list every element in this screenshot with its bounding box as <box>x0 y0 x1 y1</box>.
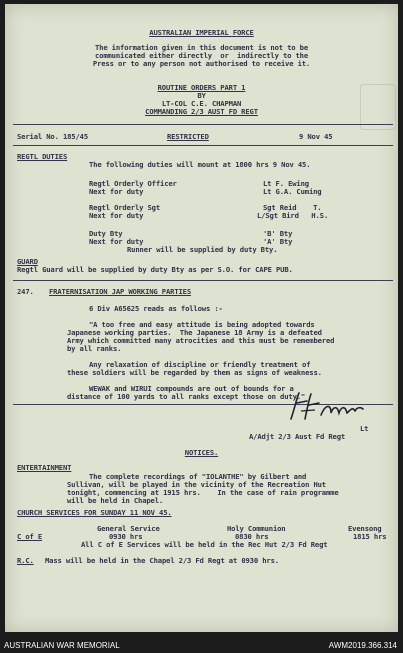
orders-by: BY <box>197 91 206 100</box>
duty-role: Duty Bty <box>89 229 123 238</box>
entertainment-heading: ENTERTAINMENT <box>17 463 72 472</box>
entertainment-line: The complete recordings of "IOLANTHE" by Gilbert and <box>89 472 307 481</box>
divider <box>13 145 393 146</box>
c-of-e-note: All C of E Services will be held in the Rec Hut 2/3 Fd Regt <box>81 540 328 549</box>
signatory-appointment: A/Adjt 2/3 Aust Fd Regt <box>249 432 346 441</box>
entertainment-line: Sullivan, will be played in the vicinity of the Recreation Hut <box>67 480 326 489</box>
command-line: COMMANDING 2/3 AUST FD REGT <box>145 107 258 116</box>
commanding-officer: LT-COL C.E. CHAPMAN <box>161 99 242 108</box>
fraternisation-line: these soldiers will be regarded by them as signs of weakness. <box>67 368 322 377</box>
fraternisation-line: by all ranks. <box>67 344 122 353</box>
fraternisation-line: "A too free and easy attitude is being adopted towards <box>89 320 315 329</box>
service-time: 1815 hrs <box>353 532 387 541</box>
service-time: 0930 hrs <box>109 532 143 541</box>
fraternisation-line: Japanese working parties. The Japanese 18 Army is a defeated <box>67 328 322 337</box>
footer-bar <box>0 638 403 653</box>
divider <box>13 124 393 125</box>
order-date: 9 Nov 45 <box>299 132 333 141</box>
handwritten-signature <box>287 389 367 423</box>
rc-text: Mass will be held in the Chapel 2/3 Fd Regt at 0930 hrs. <box>45 556 279 565</box>
service-time: 0830 hrs <box>235 532 269 541</box>
order-number: 247. <box>17 287 34 296</box>
church-column: Holy Communion <box>227 524 286 533</box>
entertainment-line: tonight, commencing at 1915 hrs. In the case of rain programme <box>67 488 339 497</box>
church-column: Evensong <box>348 524 382 533</box>
fraternisation-line: Any relaxation of discipline or friendly treatment of <box>89 360 311 369</box>
document-page <box>5 4 398 632</box>
classification: RESTRICTED <box>167 132 209 141</box>
warning-line-3: Press or to any person not authorised to receive it. <box>92 59 311 68</box>
duty-name: Sgt Reid T. <box>263 203 322 212</box>
duties-intro: The following duties will mount at 1800 hrs 9 Nov 45. <box>89 160 311 169</box>
warning-line-2: communicated either directly or indirectly to the <box>94 51 309 60</box>
fraternisation-line: distance of 100 yards to all ranks except those on duty." <box>67 392 306 401</box>
duty-role: Regtl Orderly Officer <box>89 179 177 188</box>
warning-line-1: The information given in this document is not to be <box>94 43 309 52</box>
footer-accession-number: AWM2019.366.314 <box>328 641 397 650</box>
fraternisation-line: WEWAK and WIRUI compounds are out of bounds for a <box>89 384 294 393</box>
entertainment-line: will be held in Chapel. <box>67 496 164 505</box>
divider <box>13 280 393 281</box>
document-title: AUSTRALIAN IMPERIAL FORCE <box>149 28 254 37</box>
signatory-rank: Lt <box>360 424 369 433</box>
footer-institution: AUSTRALIAN WAR MEMORIAL <box>4 641 120 650</box>
fraternisation-line: 6 Div A65625 reads as follows :- <box>89 304 223 313</box>
duty-name: 'A' Bty <box>263 237 293 246</box>
duty-role: Next for duty <box>89 187 144 196</box>
rc-label: R.C. <box>17 556 34 565</box>
duty-role: Regtl Orderly Sgt <box>89 203 161 212</box>
notices-heading: NOTICES. <box>184 448 219 457</box>
serial-number: Serial No. 185/45 <box>17 132 89 141</box>
church-column: General Service <box>97 524 160 533</box>
duty-name: 'B' Bty <box>263 229 293 238</box>
duty-role: Next for duty <box>89 237 144 246</box>
duty-name: Lt F. Ewing <box>263 179 309 188</box>
guard-text: Regtl Guard will be supplied by duty Bty as per S.O. for CAPE PUB. <box>17 265 293 274</box>
fraternisation-line: Army which committed many atrocities and this must be remembered <box>67 336 335 345</box>
duty-role: Next for duty <box>89 211 144 220</box>
c-of-e-label: C of E <box>17 532 43 541</box>
fraternisation-heading: FRATERNISATION JAP WORKING PARTIES <box>49 287 192 296</box>
duty-name: L/Sgt Bird H.S. <box>257 211 329 220</box>
church-heading: CHURCH SERVICES FOR SUNDAY 11 NOV 45. <box>17 508 172 517</box>
runner-note: Runner will be supplied by duty Bty. <box>127 245 278 254</box>
orders-title: ROUTINE ORDERS PART 1 <box>157 83 246 92</box>
duty-name: Lt G.A. Cuming <box>263 187 322 196</box>
guard-heading: GUARD <box>17 257 38 266</box>
duties-heading: REGTL DUTIES <box>17 152 68 161</box>
